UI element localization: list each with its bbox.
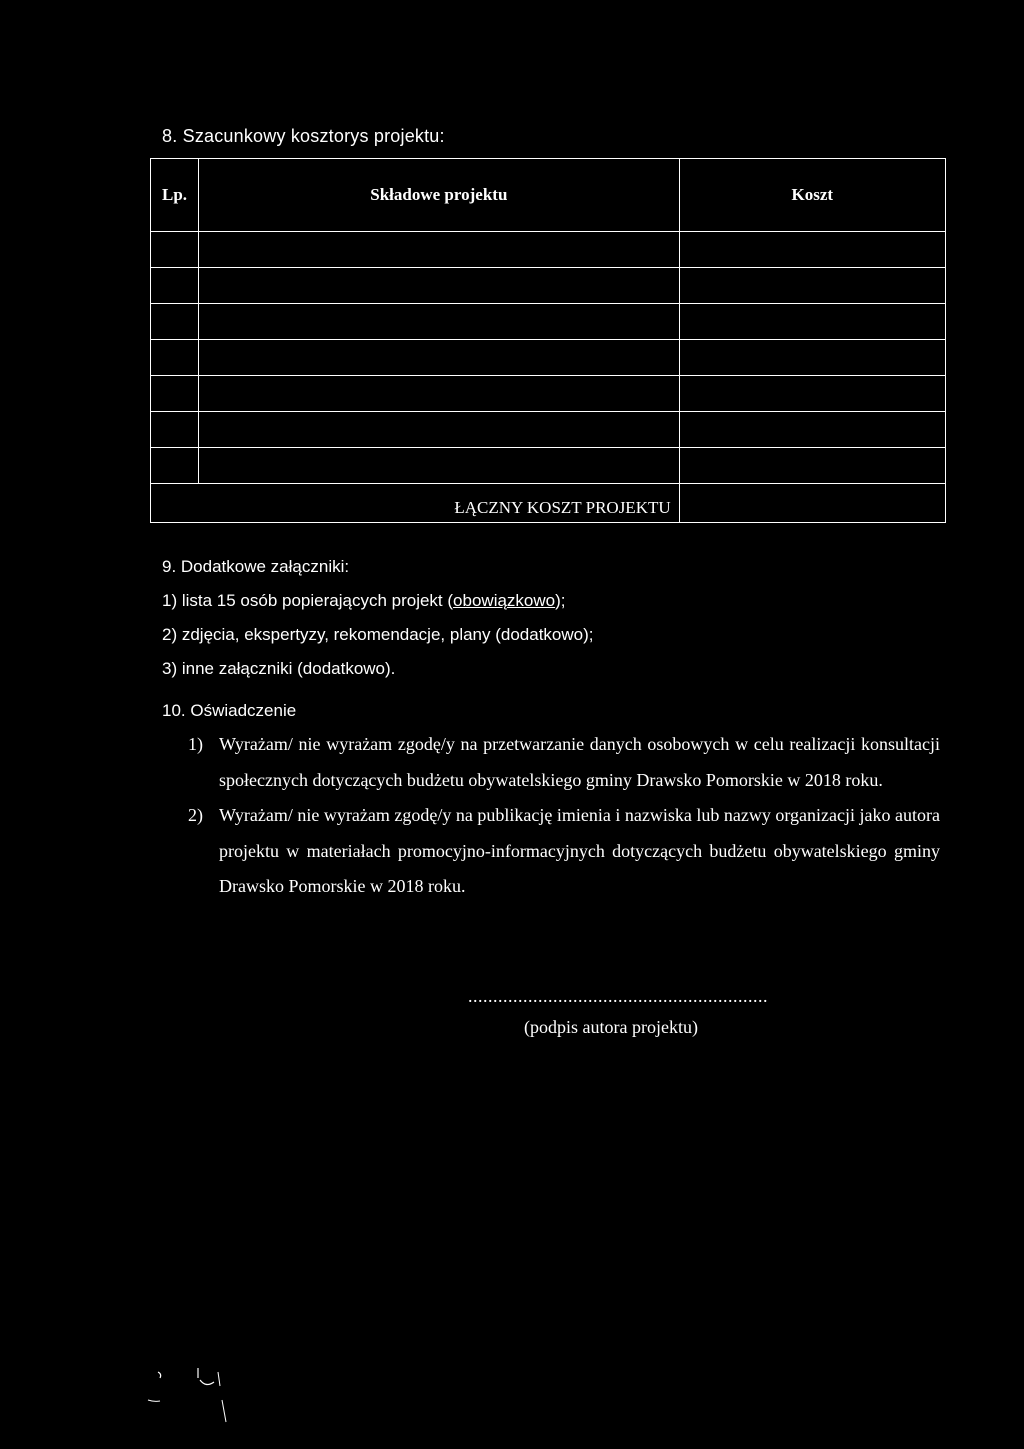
cell-cost[interactable] [679,268,945,304]
cell-cost[interactable] [679,448,945,484]
cell-cost[interactable] [679,304,945,340]
signature-block [468,986,918,1038]
table-row [151,304,946,340]
cell-cost[interactable] [679,340,945,376]
cell-lp[interactable] [151,232,199,268]
cell-component[interactable] [199,304,680,340]
declaration-text: Wyrażam/ nie wyrażam zgodę/y na publikację imienia i nazwiska lub nazwy organizacji jako autora projektu w materiałach promocyjno-informacyjnych dotyczących budżetu obywatelskiego gminy Drawsko Pomorskie w 2018 roku. [219,805,940,896]
header-components: Składowe projektu [199,159,680,232]
attachment-item-2: 2) zdjęcia, ekspertyzy, rekomendacje, plany (dodatkowo); [162,625,594,644]
cost-estimate-table [150,158,946,523]
attachment-item-1-required: obowiązkowo [453,591,556,610]
cell-component[interactable] [199,232,680,268]
total-row [151,484,946,523]
table-row [151,340,946,376]
attachment-item-1-suffix: ); [555,591,566,610]
cell-component[interactable] [199,376,680,412]
cell-component[interactable] [199,268,680,304]
total-cost-label: ŁĄCZNY KOSZT PROJEKTU [151,484,680,523]
cell-lp[interactable] [151,448,199,484]
cell-cost[interactable] [679,232,945,268]
table-row [151,412,946,448]
table-header-row [151,159,946,232]
table-row [151,268,946,304]
attachment-item-1-prefix: 1) lista 15 osób popierających projekt ( [162,591,454,610]
cell-lp[interactable] [151,340,199,376]
section-9-attachments [162,550,594,686]
cell-component[interactable] [199,412,680,448]
signature-label: (podpis autora projektu) [524,1017,698,1037]
cell-lp[interactable] [151,376,199,412]
table-row [151,376,946,412]
table-row [151,232,946,268]
cell-cost[interactable] [679,376,945,412]
scan-artifact-marks [140,1360,240,1440]
declaration-list [188,727,940,905]
header-lp: Lp. [151,159,199,232]
cell-lp[interactable] [151,268,199,304]
declaration-number: 1) [188,734,203,754]
cell-cost[interactable] [679,412,945,448]
declaration-number: 2) [188,805,203,825]
attachment-item-1 [162,584,594,618]
declaration-item-2 [188,798,940,905]
section-9-heading: 9. Dodatkowe załączniki: [162,557,350,576]
declaration-item-1 [188,727,940,798]
cell-lp[interactable] [151,304,199,340]
declaration-text: Wyrażam/ nie wyrażam zgodę/y na przetwarzanie danych osobowych w celu realizacji konsultacji społecznych dotyczących budżetu obywatelskiego gminy Drawsko Pomorskie w 2018 roku. [219,734,940,790]
signature-line[interactable]: ............................................................ [468,986,768,1006]
cell-component[interactable] [199,448,680,484]
attachment-item-3: 3) inne załączniki (dodatkowo). [162,659,396,678]
section-10-heading: 10. Oświadczenie [162,701,297,720]
header-cost: Koszt [679,159,945,232]
table-row [151,448,946,484]
cell-lp[interactable] [151,412,199,448]
section-8-heading: 8. Szacunkowy kosztorys projektu: [162,126,445,146]
total-cost-value[interactable] [679,484,945,523]
cell-component[interactable] [199,340,680,376]
